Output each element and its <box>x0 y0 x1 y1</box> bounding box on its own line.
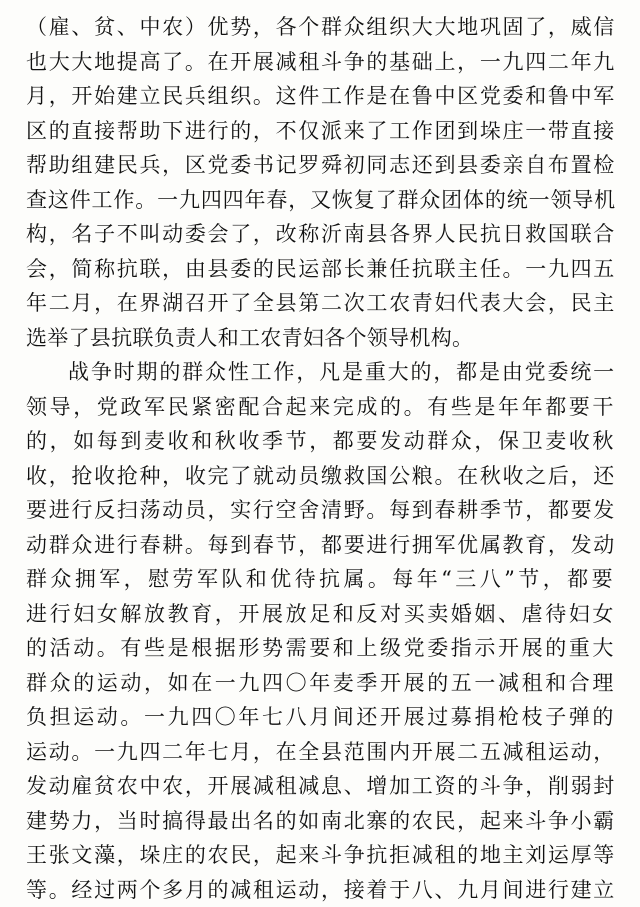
text-line: 会，简称抗联，由县委的民运部长兼任抗联主任。一九四五 <box>26 256 616 281</box>
text-line: 帮助组建民兵，区党委书记罗舜初同志还到县委亲自布置检 <box>26 153 616 177</box>
text-line: 也大大地提高了。在开展减租斗争的基础上，一九四二年九 <box>26 49 616 74</box>
text-line: 构，名子不叫动委会了，改称沂南县各界人民抗日救国联合 <box>26 222 616 246</box>
text-line: 王张文藻，垛庄的农民，起来斗争抗拒减租的地主刘运厚等 <box>26 843 616 867</box>
text-line: 月，开始建立民兵组织。这件工作是在鲁中区党委和鲁中军 <box>26 84 616 108</box>
text-line: （雇、贫、中农）优势，各个群众组织大大地巩固了，威信 <box>26 15 616 39</box>
text-line: 等。经过两个多月的减租运动，接着于八、九月间进行建立 <box>26 877 616 902</box>
text-line: 建势力，当时搞得最出名的如南北寨的农民，起来斗争小霸 <box>26 808 616 833</box>
text-line: 年二月，在界湖召开了全县第二次工农青妇代表大会，民主 <box>26 291 616 315</box>
text-line: 领导，党政军民紧密配合起来完成的。有些是年年都要干 <box>26 394 616 419</box>
text-line: 群众的运动，如在一九四〇年麦季开展的五一减租和合理 <box>26 670 616 695</box>
text-line: 查这件工作。一九四四年春，又恢复了群众团体的统一领导机 <box>26 187 616 212</box>
paragraph-1 <box>26 10 616 355</box>
text-line: 收，抢收抢种，收完了就动员缴救国公粮。在秋收之后，还 <box>26 463 616 488</box>
text-line: 战争时期的群众性工作，凡是重大的，都是由党委统一 <box>68 360 616 384</box>
text-line: 运动。一九四二年七月，在全县范围内开展二五减租运动， <box>26 739 616 764</box>
text-line: 区的直接帮助下进行的，不仅派来了工作团到垛庄一带直接 <box>26 118 616 143</box>
document-text <box>26 10 616 907</box>
text-line: 发动雇贫农中农，开展减租减息、增加工资的斗争，削弱封 <box>26 774 616 798</box>
paragraph-2 <box>26 355 616 907</box>
text-line: 负担运动。一九四〇年七八月间还开展过募捐枪枝子弹的 <box>26 705 616 729</box>
text-line: 进行妇女解放教育，开展放足和反对买卖婚姻、虐待妇女 <box>26 601 616 626</box>
text-line: 的，如每到麦收和秋收季节，都要发动群众，保卫麦收秋 <box>26 429 616 453</box>
text-line: 的活动。有些是根据形势需要和上级党委指示开展的重大 <box>26 636 616 660</box>
text-line: 要进行反扫荡动员，实行空舍清野。每到春耕季节，都要发 <box>26 498 616 522</box>
text-line: 选举了县抗联负责人和工农青妇各个领导机构。 <box>26 325 474 350</box>
text-line: 动群众进行春耕。每到春节，都要进行拥军优属教育，发动 <box>26 532 616 557</box>
text-line: 群众拥军，慰劳军队和优待抗属。每年“三八”节，都要 <box>26 567 616 591</box>
